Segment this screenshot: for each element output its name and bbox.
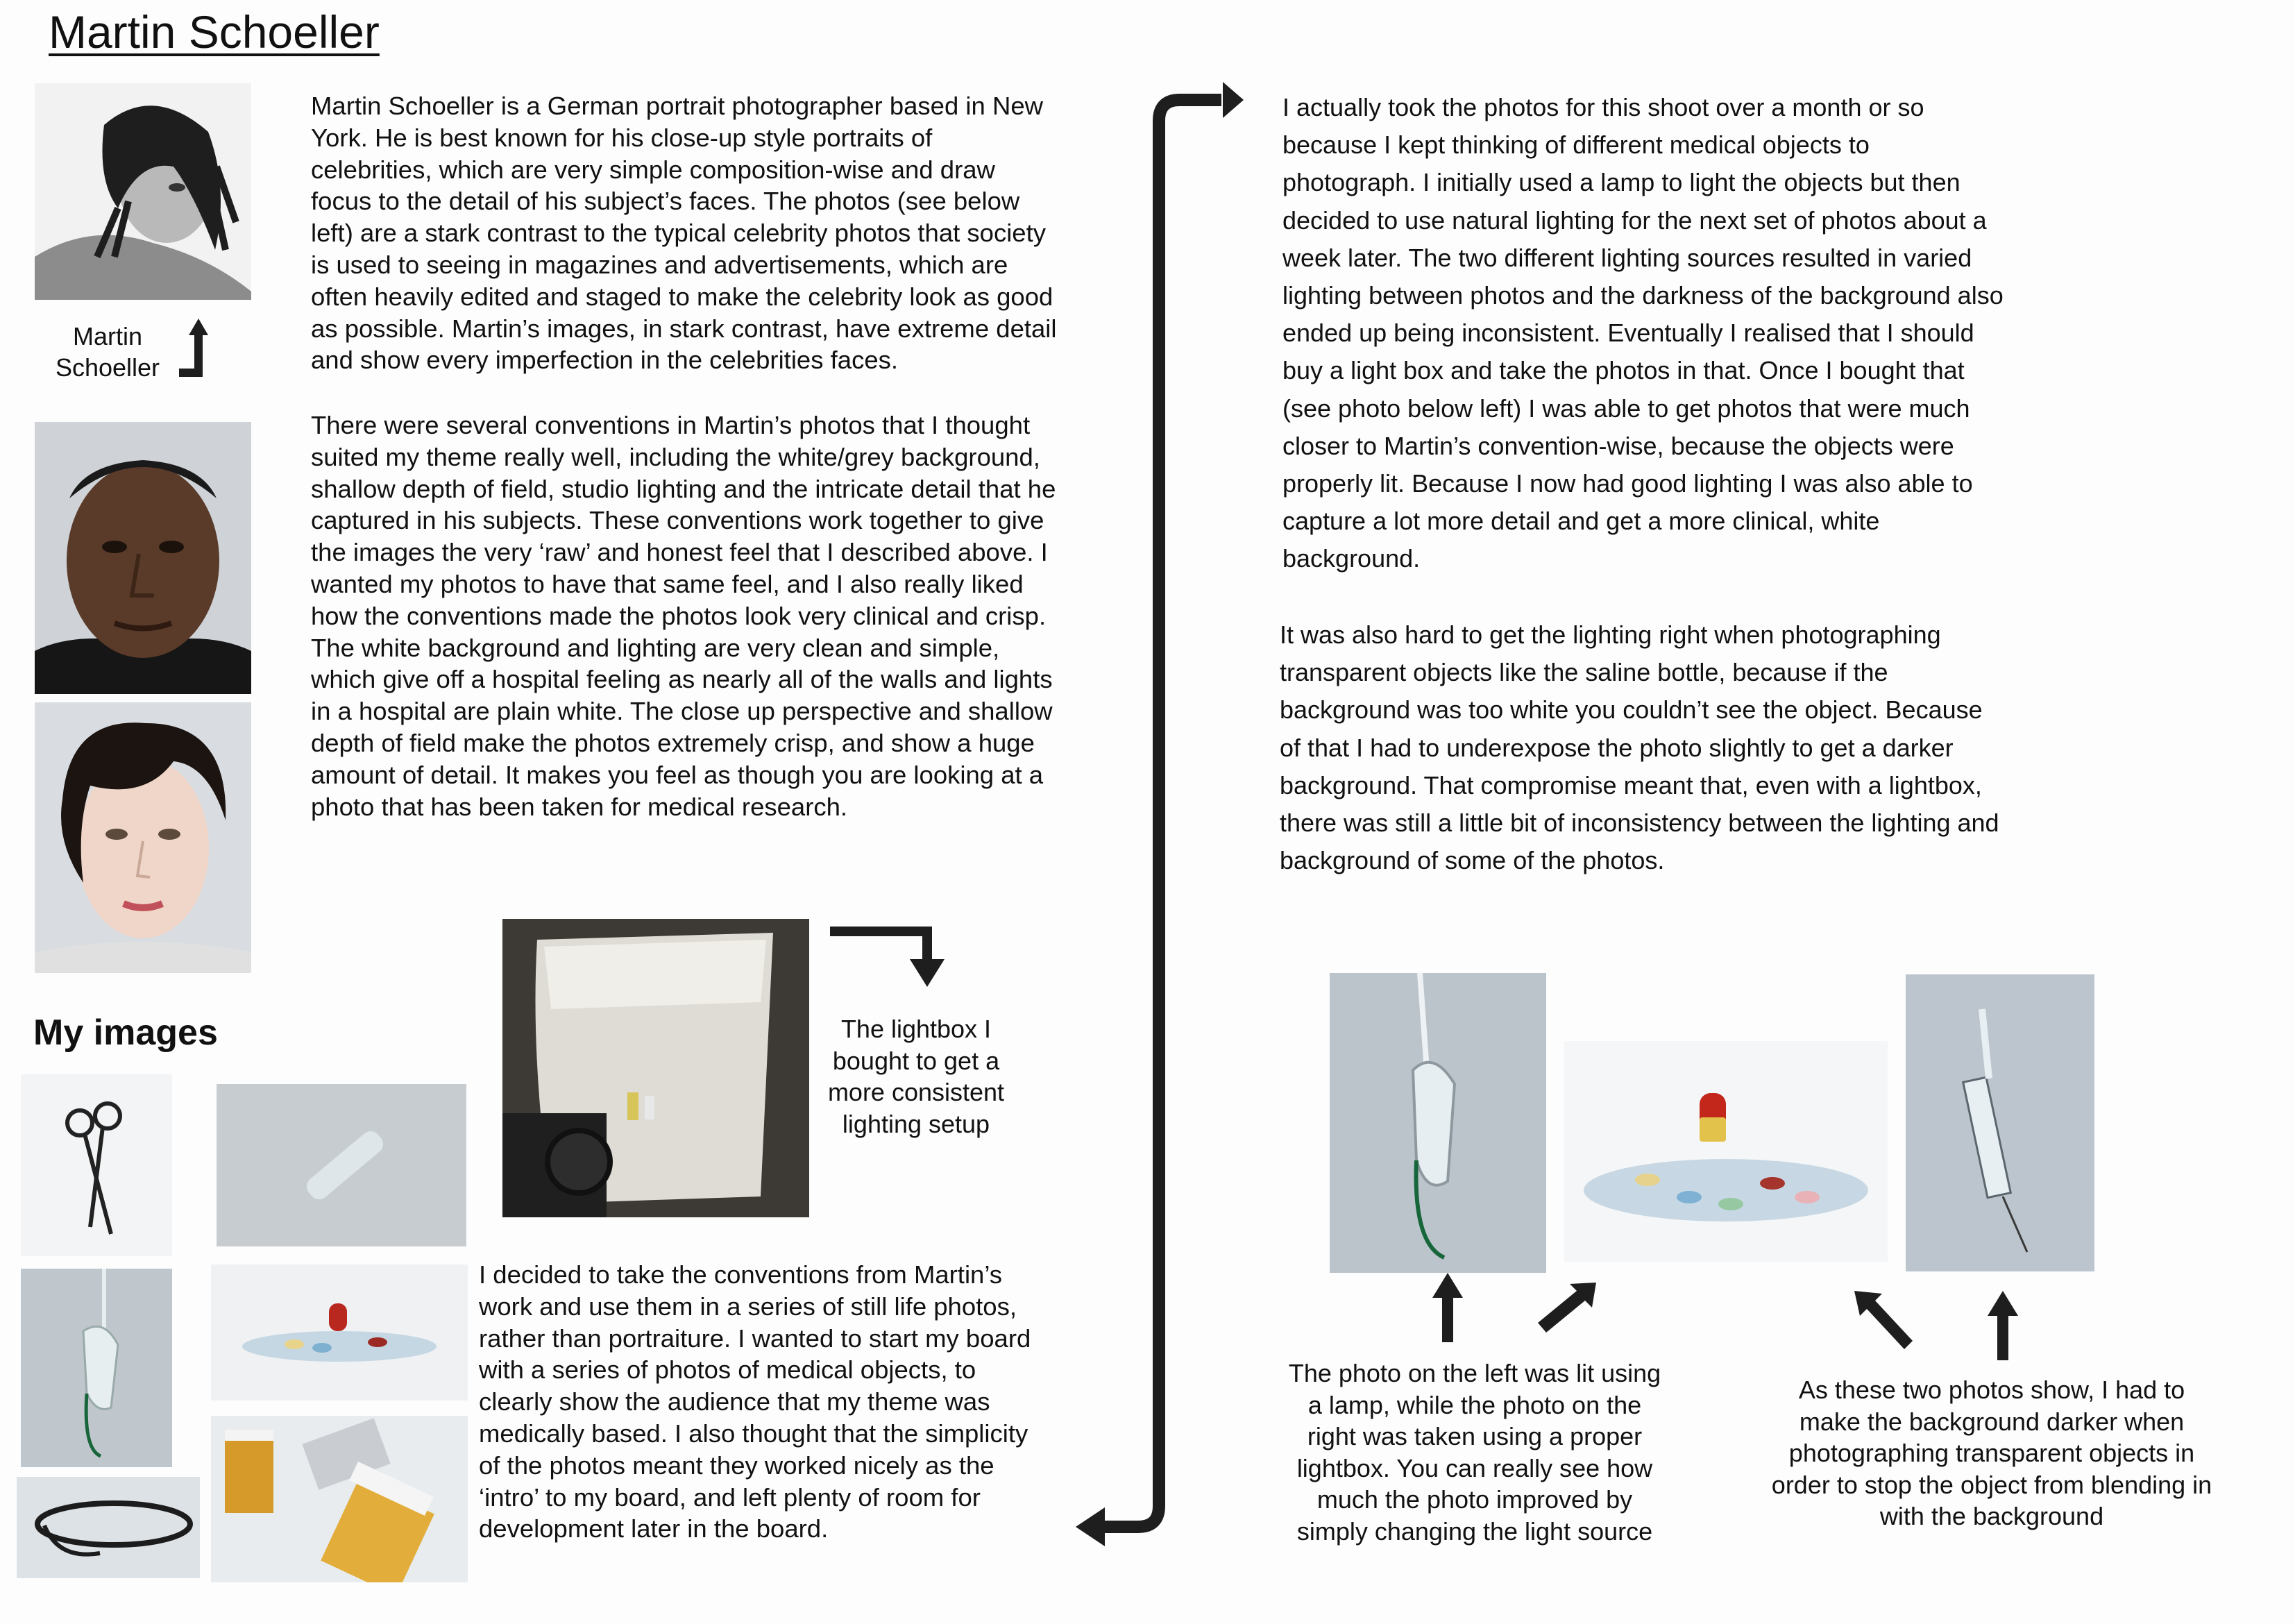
oxygen-mask-photo-lamp <box>1330 973 1546 1273</box>
turn-down-arrow-icon <box>830 923 951 990</box>
celebrity-portrait-photo-2 <box>35 702 251 973</box>
my-images-heading: My images <box>33 1013 218 1053</box>
up-arrow-icon-1 <box>1431 1270 1464 1344</box>
lightbox-photo <box>502 919 809 1217</box>
corner-arrow-icon <box>173 316 215 378</box>
diagonal-arrow-icon-2 <box>1853 1289 1915 1352</box>
photographer-caption: Martin Schoeller <box>55 322 160 382</box>
diagonal-arrow-icon-1 <box>1535 1281 1598 1337</box>
transparent-objects-paragraph: It was also hard to get the lighting right when photographing transparent objects like the saline bottle, because if the background was too white you couldn’t see the object. Because of that I had to underexpose the photo slightly to get a darker background. That compromise meant that, even with a lightbox, there was still a little bit of inconsistency between the lighting and background of some of the photos. <box>1280 620 1999 875</box>
photographer-portrait-photo <box>35 83 251 300</box>
lightbox-caption: The lightbox I bought to get a more consistent lighting setup <box>827 1015 1005 1138</box>
page-title: Martin Schoeller <box>49 6 380 58</box>
celebrity-portrait-photo-1 <box>35 422 251 694</box>
lighting-paragraph: I actually took the photos for this shoot over a month or so because I kept thinking of different medical objects to photograph. I initially used a lamp to light the objects but then decided to use natural lighting for the next set of photos about a week later. The two different lighting sources resulted in varied lighting between photos and the darkness of the background also ended up being inconsistent. Eventually I realised that I should buy a light box and take the photos in that. Once I bought that (see photo below left) I was able to get photos that were much closer to Martin’s convention-wise, because the objects were properly lit. Because I now had good lighting I was also able to capture a lot more detail and get a more clinical, white background. <box>1282 93 2004 573</box>
pills-photo-small <box>211 1264 468 1401</box>
vial-photo <box>217 1084 466 1246</box>
pill-bottles-photo <box>211 1416 468 1582</box>
oxygen-mask-photo-small <box>21 1269 172 1467</box>
still-life-paragraph: I decided to take the conventions from Martin’s work and use them in a series of still life photos, rather than portraiture. I wanted to start my board with a series of photos of medical objects, to clearly show the audience that my theme was medically based. I also thought that the simplicity of the photos meant they worked nicely as the ‘intro’ to my board, and left plenty of room for development later in the board. <box>479 1260 1031 1543</box>
scissors-photo <box>21 1074 172 1256</box>
conventions-paragraph: There were several conventions in Martin’s photos that I thought suited my theme really well, including the white/grey background, shallow depth of field, studio lighting and the intricate detail that he captured in his subjects. These conventions work together to give the images the very ‘raw’ and honest feel that I described above. I wanted my photos to have that same feel, and I also really liked how the conventions made the photos look very clinical and crisp. The white background and lighting are very clean and simple, which give off a hospital feeling as nearly all of the walls and lights in a hospital are plain white. The close up perspective and shallow depth of field make the photos extremely crisp, and show a huge amount of detail. It makes you feel as though you are looking at a photo that has been taken for medical research. <box>311 411 1056 821</box>
bracket-connector-arrow-icon <box>1062 76 1235 1568</box>
lamp-vs-lightbox-caption: The photo on the left was lit using a lamp, while the photo on the right was taken using a proper lightbox. You can really see how much the photo improved by simply changing the light source <box>1288 1359 1661 1546</box>
syringe-photo <box>1906 974 2094 1271</box>
intro-paragraph: Martin Schoeller is a German portrait photographer based in New York. He is best known for his close-up style portraits of celebrities, which are very simple composition-wise and draw focus to the detail of his subject’s faces. The photos (see below left) are a stark contrast to the typical celebrity photos that society is used to seeing in magazines and advertisements, which are often heavily edited and staged to make the celebrity look as good as possible. Martin’s images, in stark contrast, have extreme detail and show every imperfection in the celebrities faces. <box>311 92 1057 375</box>
stethoscope-photo <box>17 1477 200 1578</box>
pills-photo-lightbox <box>1564 1041 1888 1262</box>
up-arrow-icon-2 <box>1986 1288 2019 1362</box>
transparent-objects-caption: As these two photos show, I had to make the background darker when photographing transparent objects in order to stop the object from blending in with the background <box>1771 1376 2212 1530</box>
